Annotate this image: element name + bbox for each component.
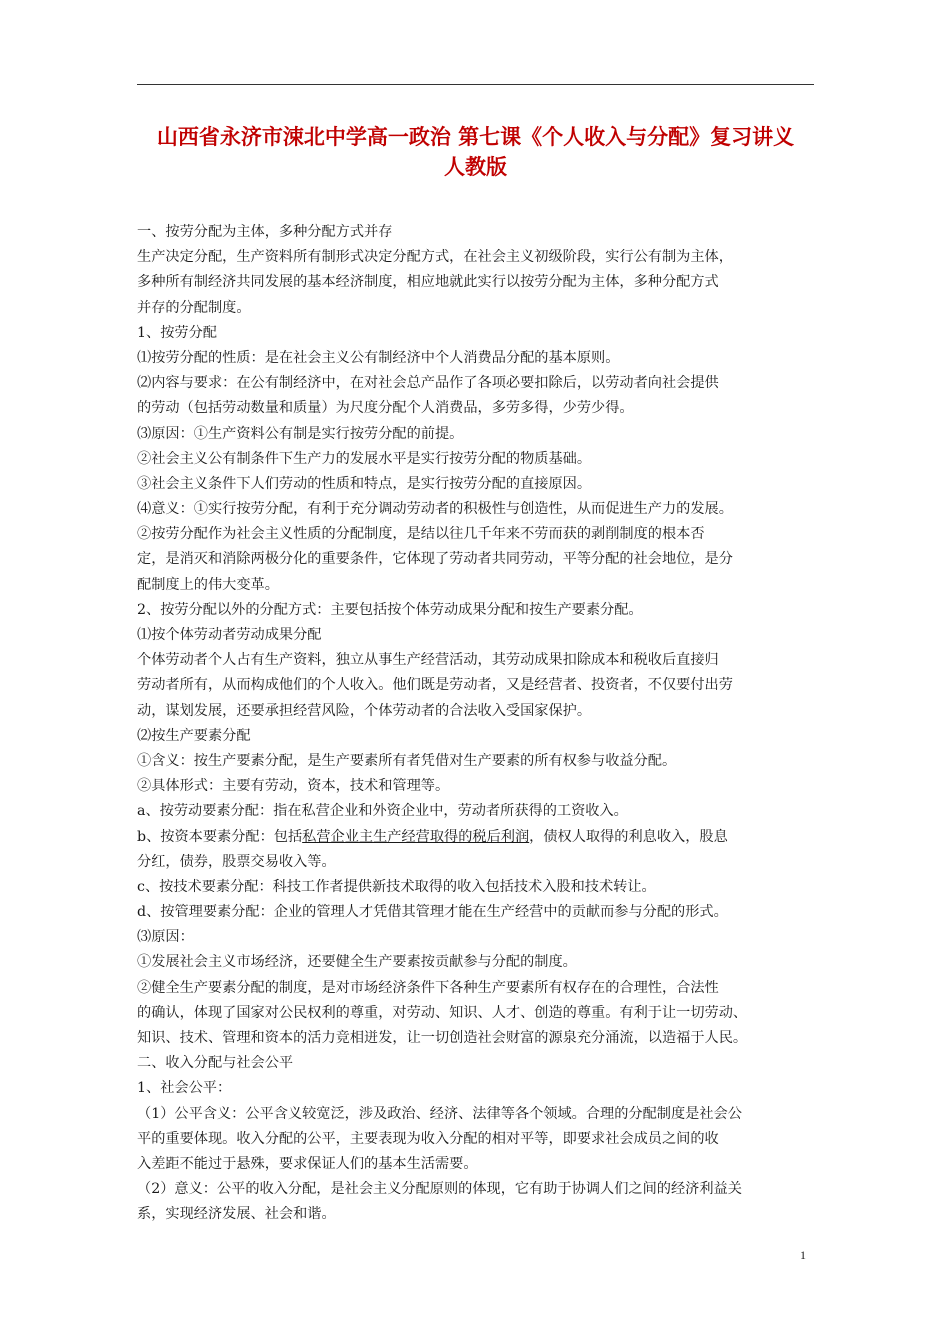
paragraph-line: ①发展社会主义市场经济，还要健全生产要素按贡献参与分配的制度。 (137, 954, 577, 971)
paragraph-line: 定，是消灭和消除两极分化的重要条件，它体现了劳动者共同劳动，平等分配的社会地位，是分 (137, 551, 733, 568)
paragraph-line: 平的重要体现。收入分配的公平，主要表现为收入分配的相对平等，即要求社会成员之间的收 (137, 1130, 719, 1147)
paragraph-line: 配制度上的伟大变革。 (137, 576, 279, 593)
section-heading: 二、收入分配与社会公平 (137, 1055, 294, 1072)
paragraph-line: ②社会主义公有制条件下生产力的发展水平是实行按劳分配的物质基础。 (137, 450, 592, 467)
capital-factor-text-after: ，债权人取得的利息收入，股息 (529, 828, 728, 845)
paragraph-line: （1）公平含义：公平含义较宽泛，涉及政治、经济、法律等各个领域。合理的分配制度是社会公 (137, 1105, 742, 1122)
paragraph-line: 劳动者所有，从而构成他们的个人收入。他们既是劳动者，又是经营者、投资者，不仅要付出劳 (137, 677, 733, 694)
paragraph-line: ①含义：按生产要素分配，是生产要素所有者凭借对生产要素的所有权参与收益分配。 (137, 752, 677, 769)
paragraph-line: ②按劳分配作为社会主义性质的分配制度，是结以往几千年来不劳而获的剥削制度的根本否 (137, 526, 705, 543)
section-heading: 一、按劳分配为主体，多种分配方式并存 (137, 224, 393, 240)
paragraph-line: ⑵按生产要素分配 (137, 727, 251, 744)
paragraph-line: 的确认，体现了国家对公民权利的尊重，对劳动、知识、人才、创造的尊重。有利于让一切劳动、 (137, 1004, 748, 1021)
capital-factor-line (137, 825, 814, 850)
paragraph-line: 生产决定分配，生产资料所有制形式决定分配方式，在社会主义初级阶段，实行公有制为主体， (137, 249, 733, 266)
paragraph-line: a、按劳动要素分配：指在私营企业和外资企业中，劳动者所获得的工资收入。 (137, 803, 628, 820)
paragraph-line: 并存的分配制度。 (137, 299, 251, 316)
paragraph-line: 知识、技术、管理和资本的活力竞相迸发，让一切创造社会财富的源泉充分涌流，以造福于人民。 (137, 1030, 748, 1046)
paragraph-line: ⑶原因： (137, 929, 194, 946)
paragraph-line: ②健全生产要素分配的制度，是对市场经济条件下各种生产要素所有权存在的合理性，合法性 (137, 979, 719, 996)
header-rule (137, 84, 814, 85)
paragraph-line: 的劳动（包括劳动数量和质量）为尺度分配个人消费品，多劳多得，少劳少得。 (137, 400, 634, 417)
paragraph-line: （2）意义：公平的收入分配，是社会主义分配原则的体现，它有助于协调人们之间的经济利益关 (137, 1181, 742, 1198)
paragraph-line: ⑴按个体劳动者劳动成果分配 (137, 627, 322, 643)
paragraph-line: 个体劳动者个人占有生产资料，独立从事生产经营活动，其劳动成果扣除成本和税收后直接归 (137, 652, 719, 669)
document-title-line-2: 人教版 (444, 155, 507, 179)
subsection-heading: 2、按劳分配以外的分配方式：主要包括按个体劳动成果分配和按生产要素分配。 (137, 601, 643, 618)
paragraph-line: ⑴按劳分配的性质：是在社会主义公有制经济中个人消费品分配的基本原则。 (137, 349, 620, 366)
document-body (137, 220, 814, 1228)
capital-factor-text-before: b、按资本要素分配：包括 (137, 828, 303, 845)
paragraph-line: 分红，债券，股票交易收入等。 (137, 853, 336, 870)
subsection-heading: 1、按劳分配 (137, 324, 217, 341)
subsection-heading: 1、社会公平： (137, 1080, 232, 1097)
paragraph-line: ⑶原因：①生产资料公有制是实行按劳分配的前提。 (137, 425, 464, 442)
paragraph-line: 动，谋划发展，还要承担经营风险，个体劳动者的合法收入受国家保护。 (137, 702, 592, 719)
paragraph-line: ②具体形式：主要有劳动，资本，技术和管理等。 (137, 778, 450, 795)
paragraph-line: c、按技术要素分配：科技工作者提供新技术取得的收入包括技术入股和技术转让。 (137, 878, 656, 895)
paragraph-line: 系，实现经济发展、社会和谐。 (137, 1206, 336, 1223)
paragraph-line: 入差距不能过于悬殊，要求保证人们的基本生活需要。 (137, 1155, 478, 1172)
paragraph-line: ⑷意义：①实行按劳分配，有利于充分调动劳动者的积极性与创造性，从而促进生产力的发展。 (137, 501, 733, 518)
page-number: 1 (800, 1248, 806, 1262)
underlined-phrase: 私营企业主生产经营取得的税后利润 (302, 828, 530, 845)
document-title (137, 122, 814, 182)
paragraph-line: d、按管理要素分配：企业的管理人才凭借其管理才能在生产经营中的贡献而参与分配的形式。 (137, 904, 728, 921)
document-title-line-1: 山西省永济市涑北中学高一政治 第七课《个人收入与分配》复习讲义 (156, 125, 795, 149)
paragraph-line: 多种所有制经济共同发展的基本经济制度，相应地就此实行以按劳分配为主体，多种分配方式 (137, 274, 719, 291)
paragraph-line: ⑵内容与要求：在公有制经济中，在对社会总产品作了各项必要扣除后，以劳动者向社会提供 (137, 375, 719, 392)
paragraph-line: ③社会主义条件下人们劳动的性质和特点，是实行按劳分配的直接原因。 (137, 475, 592, 492)
